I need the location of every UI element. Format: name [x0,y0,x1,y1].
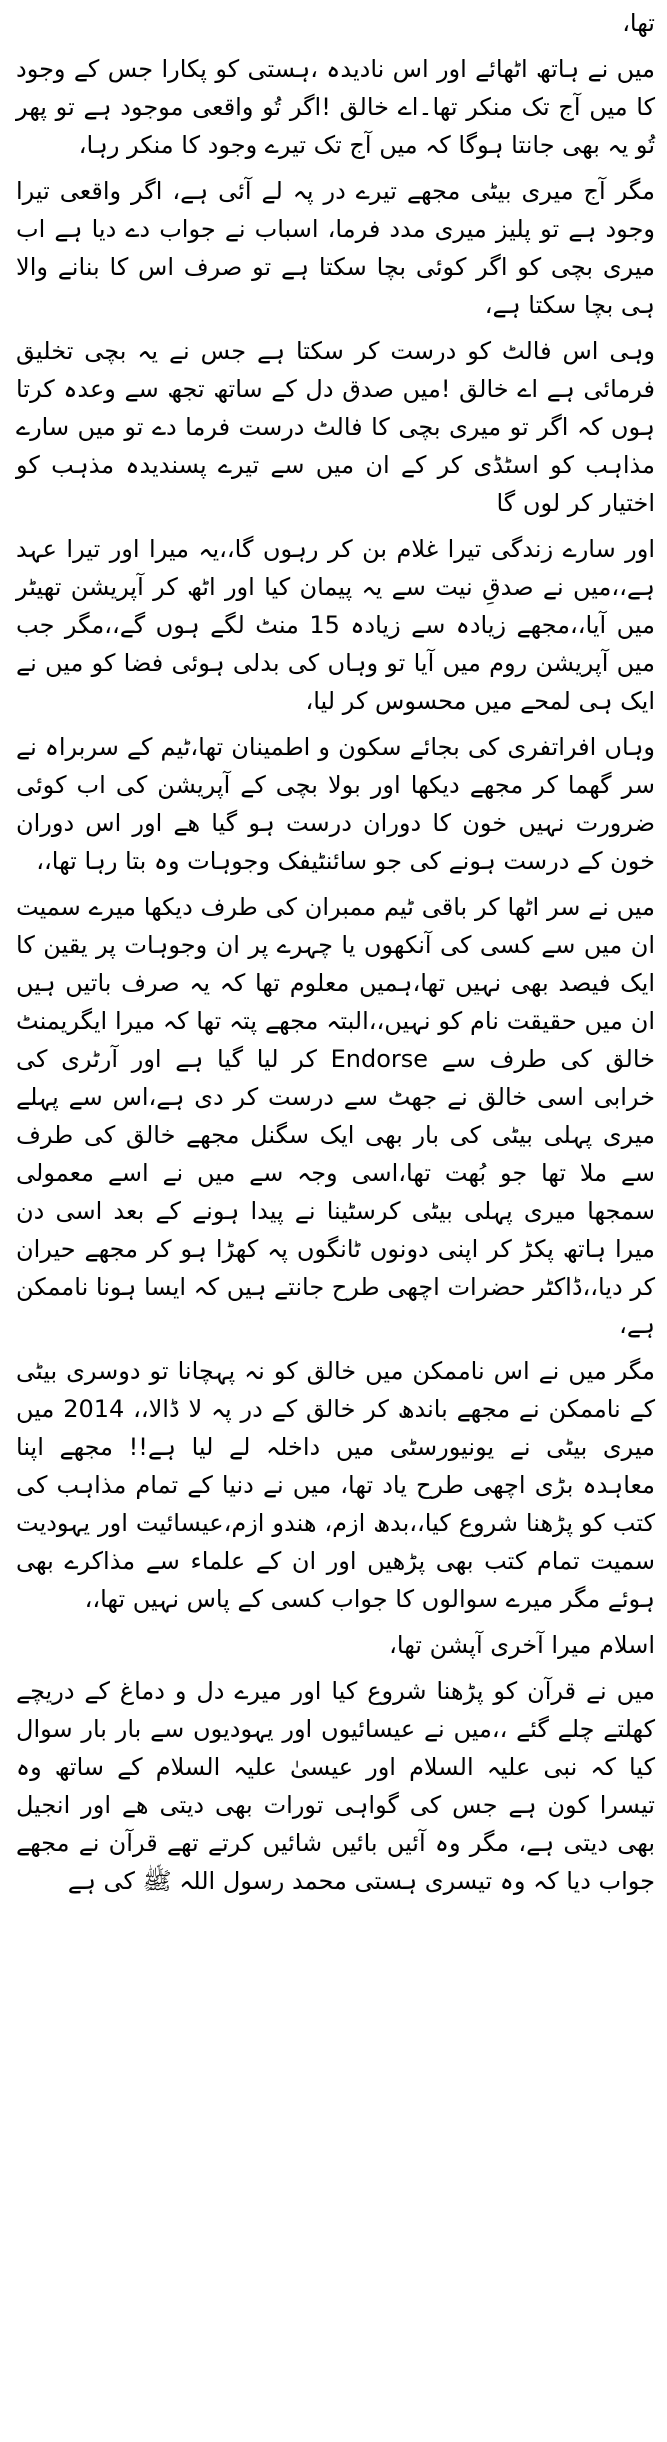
paragraph-8: مگر میں نے اس ناممکن میں خالق کو نہ پہچانا تو دوسری بیٹی کے ناممکن نے مجھے باندھ کر خالق کے در پہ لا ڈالا،، 2014 میں میری بیٹی نے یونیورسٹی میں داخلہ لے لیا ہے!! مجھے اپنا معاہدہ بڑی اچھی طرح یاد تھا، میں نے دنیا کے تمام مذاہب کی کتب کو پڑھنا شروع کیا،،بدھ ازم، ھندو ازم،عیسائیت اور یہودیت سمیت تمام کتب بھی پڑھیں اور ان کے علماء سے مذاکرے بھی ہوئے مگر میرے سوالوں کا جواب کسی کے پاس نہیں تھا،، [16,1357,656,1613]
paragraph-1: تھا، [622,9,655,37]
paragraph-10: میں نے قرآن کو پڑھنا شروع کیا اور میرے دل و دماغ کے دریچے کھلتے چلے گئے ،،میں نے عیسائیوں اور یہودیوں سے بار بار سوال کیا کہ نبی علیہ السلام اور عیسیٰ علیہ السلام کے ساتھ وہ تیسرا کون ہے جس کی گواہی تورات بھی دیتی ھے اور انجیل بھی دیتی ہے، مگر وہ آئیں بائیں شائیں کرتے تھے قرآن نے مجھے جواب دیا کہ وہ تیسری ہستی محمد رسول اللہ ﷺ کی ہے [16,1677,655,1895]
paragraph-2: میں نے ہاتھ اٹھائے اور اس نادیدہ ،ہستی کو پکارا جس کے وجود کا میں آج تک منکر تھا۔اے خالق !اگر تُو واقعی موجود ہے تو پھر تُو یہ بھی جانتا ہوگا کہ میں آج تک تیرے وجود کا منکر رہا، [16,55,655,159]
paragraph-5: اور سارے زندگی تیرا غلام بن کر رہوں گا،،یہ میرا اور تیرا عہد ہے،،میں نے صدقِ نیت سے یہ پیمان کیا اور اٹھ کر آپریشن تھیٹر میں آیا،،مجھے زیادہ سے زیادہ 15 منٹ لگے ہوں گے،،مگر جب میں آپریشن روم میں آیا تو وہاں کی بدلی ہوئی فضا کو میں نے ایک ہی لمحے میں محسوس کر لیا، [16,535,655,715]
paragraph-7: میں نے سر اٹھا کر باقی ٹیم ممبران کی طرف دیکھا میرے سمیت ان میں سے کسی کی آنکھوں یا چہرے پر ان وجوہات پر یقین کا ایک فیصد بھی نہیں تھا،ہمیں معلوم تھا کہ یہ صرف باتیں ہیں ان میں حقیقت نام کو نہیں،،البتہ مجھے پتہ تھا کہ میرا ایگریمنٹ خالق کی طرف سے Endorse کر لیا گیا ہے اور آرٹری کی خرابی اسی خالق نے جھٹ سے درست کر دی ہے،اس سے پہلے میری پہلی بیٹی کی بار بھی ایک سگنل مجھے خالق کی طرف سے ملا تھا جو بُھت تھا،اسی وجہ سے میں نے اسے معمولی سمجھا میری پہلی بیٹی کرسٹینا نے پیدا ہونے کے بعد اسی دن میرا ہاتھ پکڑ کر اپنی دونوں ٹانگوں پہ کھڑا ہو کر مجھے حیران کر دیا،،ڈاکٹر حضرات اچھی طرح جانتے ہیں کہ ایسا ہونا ناممکن ہے، [16,893,655,1339]
paragraph-3: مگر آج میری بیٹی مجھے تیرے در پہ لے آئی ہے، اگر واقعی تیرا وجود ہے تو پلیز میری مدد فرما، اسباب نے جواب دے دیا ہے اب میری بچی کو اگر کوئی بچا سکتا ہے تو صرف اس کا بنانے والا ہی بچا سکتا ہے، [16,177,655,319]
paragraph-9: اسلام میرا آخری آپشن تھا، [389,1631,655,1659]
paragraph-4: وہی اس فالٹ کو درست کر سکتا ہے جس نے یہ بچی تخلیق فرمائی ہے اے خالق !میں صدق دل کے ساتھ تجھ سے وعدہ کرتا ہوں کہ اگر تو میری بچی کا فالٹ درست فرما دے تو میں سارے مذاہب کو اسٹڈی کر کے ان میں سے تیرے پسندیدہ مذہب کو اختیار کر لوں گا [16,337,655,517]
paragraph-6: وہاں افراتفری کی بجائے سکون و اطمینان تھا،ٹیم کے سربراہ نے سر گھما کر مجھے دیکھا اور بولا بچی کے آپریشن کی اب کوئی ضرورت نہیں خون کا دوران درست ہو گیا ھے اور اس دوران خون کے درست ہونے کی جو سائنٹیفک وجوہات وہ بتا رہا تھا،، [16,733,655,875]
